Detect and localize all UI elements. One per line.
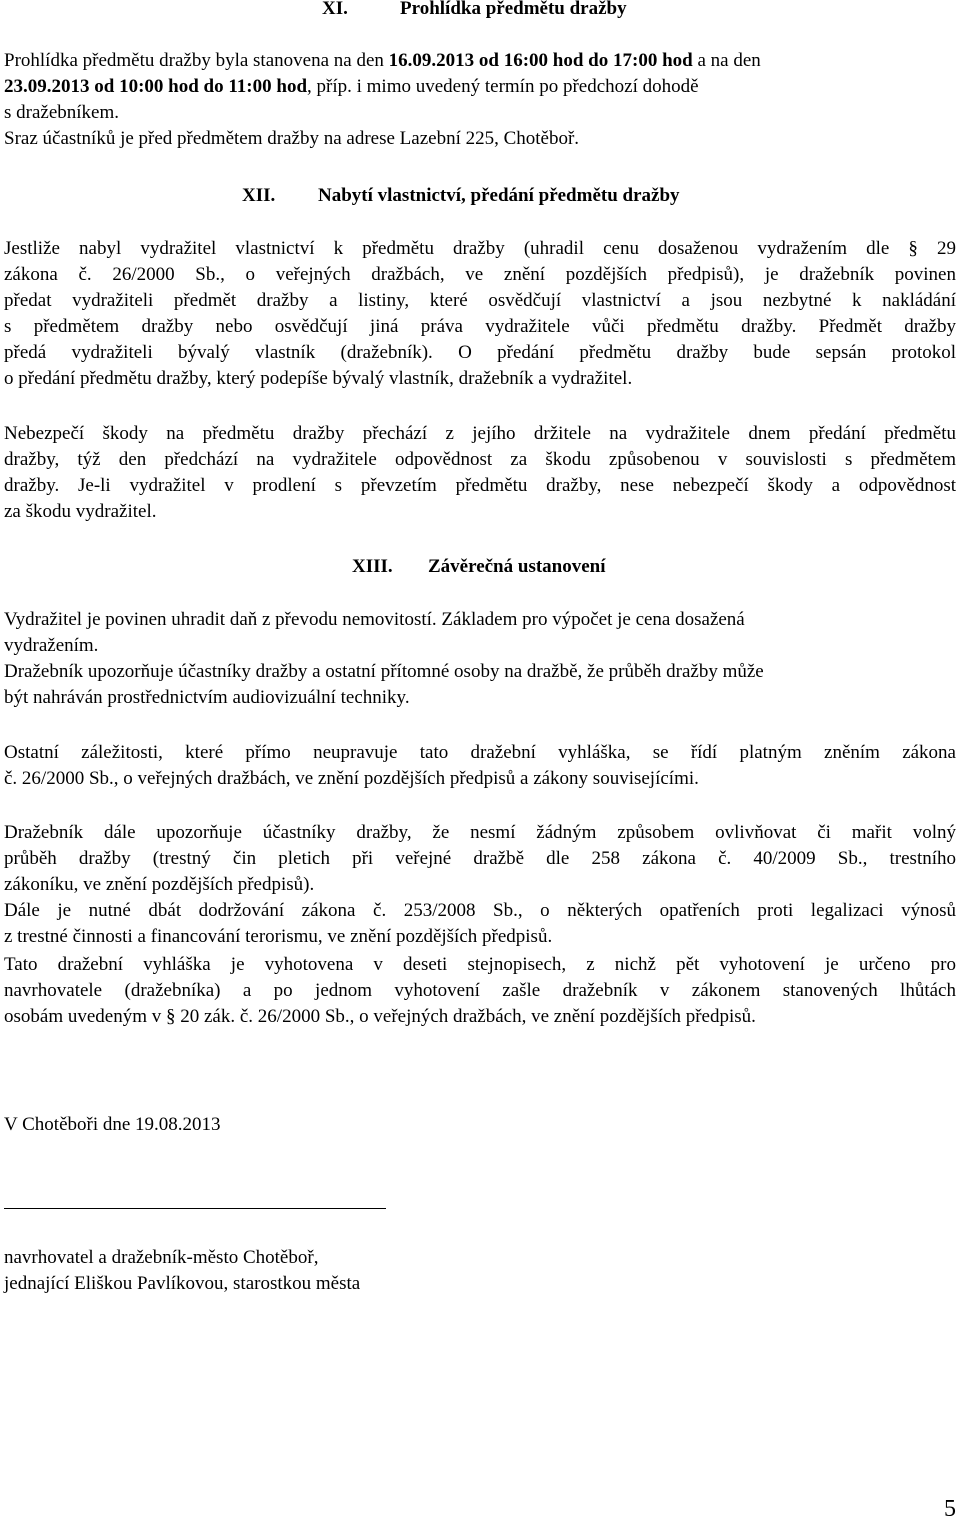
section-xi-line: s dražebníkem.: [4, 102, 120, 123]
place-date: V Chotěboři dne 19.08.2013: [4, 1114, 221, 1135]
date-run: 16.09.2013 od 16:00 hod do 17:00 hod: [388, 50, 693, 71]
signature-line-2: jednající Eliškou Pavlíkovou, starostkou města: [4, 1273, 361, 1294]
section-xiii-paragraph-2: [4, 740, 956, 792]
text-line: Dražebník dále upozorňuje účastníky dražby, že nesmí žádným způsobem ovlivňovat či mařit volný: [4, 822, 956, 843]
text-line: o předání předmětu dražby, který podepíše bývalý vlastník, dražebník a vydražitel.: [4, 368, 633, 389]
section-xii-heading: [242, 183, 680, 209]
text-line: Dražebník upozorňuje účastníky dražby a ostatní přítomné osoby na dražbě, že průběh dražby může: [4, 661, 764, 682]
section-xiii-paragraph-4: [4, 952, 956, 1030]
page-number: 5: [944, 1496, 956, 1522]
text-line: Tato dražební vyhláška je vyhotovena v deseti stejnopisech, z nichž pět vyhotovení je určeno pro: [4, 954, 956, 975]
section-xii-paragraph-2: [4, 421, 956, 525]
section-xi-line: [4, 74, 956, 100]
section-xi-paragraph: [4, 48, 956, 152]
section-xi-line: [4, 48, 956, 74]
signature-line-1: navrhovatel a dražebník-město Chotěboř,: [4, 1247, 319, 1268]
section-xiii-heading: [352, 554, 606, 580]
text-line: Dále je nutné dbát dodržování zákona č. 253/2008 Sb., o některých opatřeních proti legalizaci výnosů: [4, 900, 956, 921]
section-xi-heading: [322, 0, 627, 22]
section-xii-title: Nabytí vlastnictví, předání předmětu dražby: [318, 185, 680, 206]
text-line: č. 26/2000 Sb., o veřejných dražbách, ve znění pozdějších předpisů a zákony souvisejícími.: [4, 768, 699, 789]
text-line: zákoníku, ve znění pozdějších předpisů).: [4, 874, 315, 895]
section-xi-line: Sraz účastníků je před předmětem dražby na adrese Lazební 225, Chotěboř.: [4, 128, 580, 149]
section-xiii-number: XIII.: [352, 556, 393, 577]
text-line: zákona č. 26/2000 Sb., o veřejných dražbách, ve znění pozdějších předpisů), je dražebník povinen: [4, 264, 956, 285]
text-line: Ostatní záležitosti, které přímo neupravuje tato dražební vyhláška, se řídí platným zněním zákona: [4, 742, 956, 763]
text-line: Nebezpečí škody na předmětu dražby přechází z jejího držitele na vydražitele dnem předání předmětu: [4, 423, 956, 444]
text-line: Vydražitel je povinen uhradit daň z převodu nemovitostí. Základem pro výpočet je cena dosažená: [4, 609, 745, 630]
section-xii-paragraph-1: [4, 236, 956, 392]
text-line: s předmětem dražby nebo osvědčují jiná práva vydražitele vůči předmětu dražby. Předmět dražby: [4, 316, 956, 337]
signature-line: [4, 1208, 386, 1209]
section-xi-title: Prohlídka předmětu dražby: [400, 0, 627, 19]
text-line: vydražením.: [4, 635, 99, 656]
section-xii-number: XII.: [242, 185, 276, 206]
text-line: za škodu vydražitel.: [4, 501, 157, 522]
text-line: dražby, týž den předchází na vydražitele odpovědnost za škodu způsobenou v souvislosti s předmětem: [4, 449, 956, 470]
text-line: být nahráván prostřednictvím audiovizuální techniky.: [4, 687, 410, 708]
section-xiii-title: Závěrečná ustanovení: [428, 556, 606, 577]
text-line: navrhovatele (dražebníka) a po jednom vyhotovení zašle dražebník v zákonem stanovených lhůtách: [4, 980, 956, 1001]
text-line: osobám uvedeným v § 20 zák. č. 26/2000 Sb., o veřejných dražbách, ve znění pozdějších předpisů.: [4, 1006, 756, 1027]
section-xiii-paragraph-1: [4, 607, 956, 711]
date-run: 23.09.2013 od 10:00 hod do 11:00 hod: [4, 76, 308, 97]
text-run: Prohlídka předmětu dražby byla stanovena na den: [4, 50, 389, 71]
text-line: dražby. Je-li vydražitel v prodlení s převzetím předmětu dražby, nese nebezpečí škody a odpovědnost: [4, 475, 956, 496]
text-run: , příp. i mimo uvedený termín po předchozí dohodě: [307, 76, 699, 97]
text-run: a na den: [692, 50, 761, 71]
signature-block: [4, 1245, 956, 1297]
text-line: předá vydražiteli bývalý vlastník (dražebník). O předání předmětu dražby bude sepsán protokol: [4, 342, 956, 363]
text-line: z trestné činnosti a financování terorismu, ve znění pozdějších předpisů.: [4, 926, 553, 947]
section-xiii-paragraph-3: [4, 820, 956, 950]
text-line: průběh dražby (trestný čin pletich při veřejné dražbě dle 258 zákona č. 40/2009 Sb., trestního: [4, 848, 956, 869]
text-line: předat vydražiteli předmět dražby a listiny, které osvědčují vlastnictví a jsou nezbytné k nakládání: [4, 290, 956, 311]
text-line: Jestliže nabyl vydražitel vlastnictví k předmětu dražby (uhradil cenu dosaženou vydražením dle § 29: [4, 238, 956, 259]
section-xi-number: XI.: [322, 0, 348, 19]
